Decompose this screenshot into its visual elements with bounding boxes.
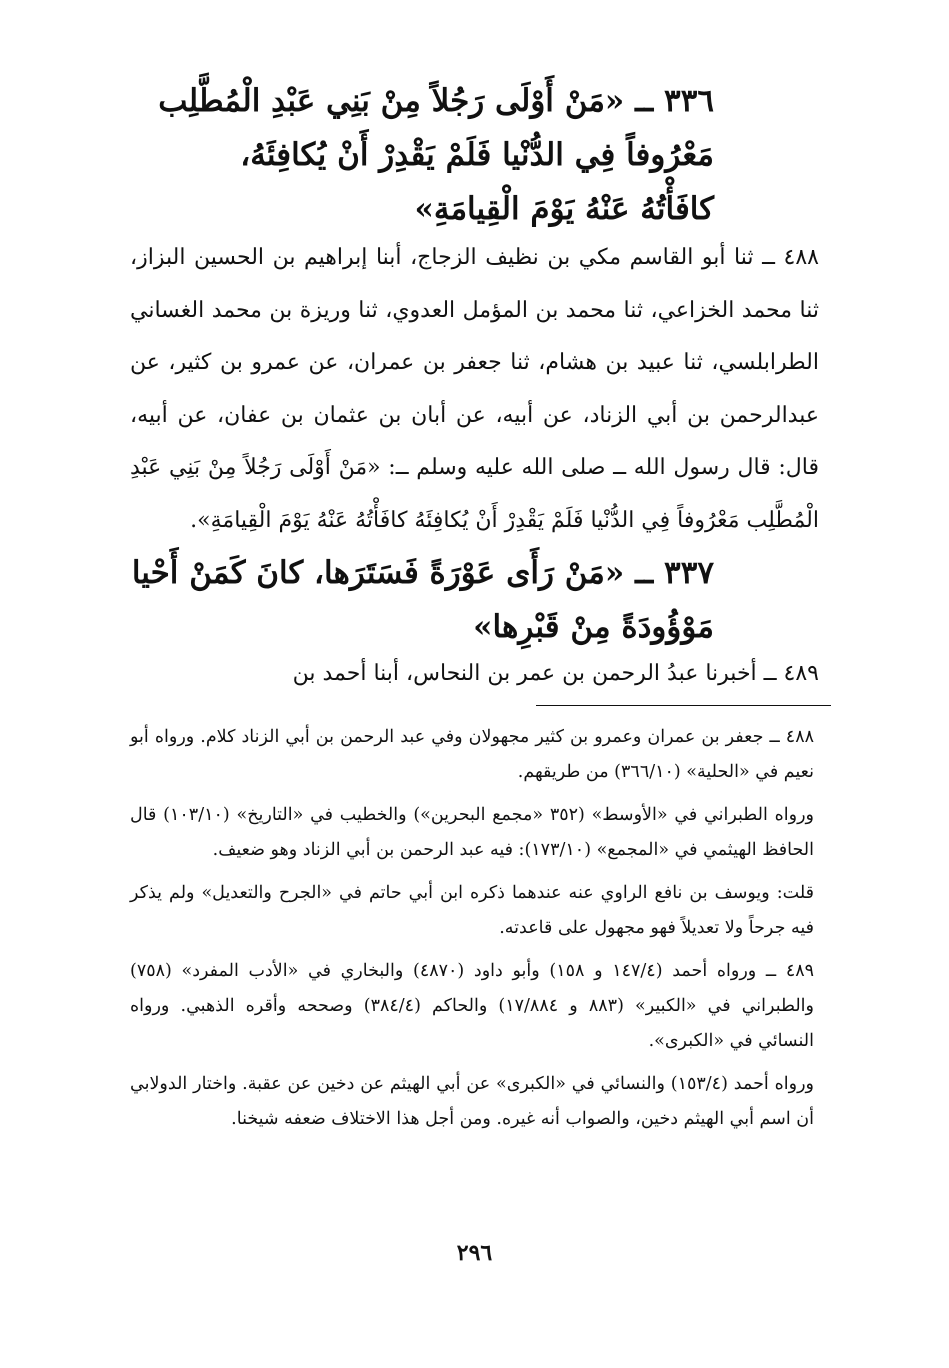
footnote-paragraph: ٤٨٨ ــ جعفر بن عمران وعمرو بن كثير مجهولان وفي عبد الرحمن بن أبي الزناد كلام. ورواه أبو نعيم في «الحلية» (٣٦٦/١٠) من طريقهم. — [130, 727, 814, 782]
footnote-paragraph: ورواه أحمد (١٥٣/٤) والنسائي في «الكبرى» عن أبي الهيثم عن دخين عن عقبة. واختار الدولابي أن اسم أبي الهيثم دخين، والصواب أنه غيره. ومن أجل هذا الاختلاف ضعفه شيخنا. — [130, 1074, 814, 1129]
heading-line: كافَأْتُهُ عَنْهُ يَوْمَ الْقِيامَةِ» — [414, 191, 714, 227]
narration-489: ٤٨٩ ــ أخبرنا عبدُ الرحمن بن عمر بن النحاس، أبنا أحمد بن — [292, 661, 819, 686]
heading-line: ٣٣٧ ــ «مَنْ رَأَى عَوْرَةً فَسَتَرَها، كانَ كَمَنْ أَحْيا — [131, 555, 714, 591]
footnote-divider — [536, 705, 831, 706]
hadith-heading-336 — [158, 74, 714, 236]
heading-line: مَعْرُوفاً فِي الدُّنْيا فَلَمْ يَقْدِرْ أَنْ يُكافِئَهُ، — [240, 137, 714, 173]
page-number: ٢٩٦ — [456, 1240, 493, 1266]
footnote-paragraph: ٤٨٩ ــ ورواه أحمد (١٤٧/٤ و ١٥٨) وأبو داود (٤٨٧٠) والبخاري في «الأدب المفرد» (٧٥٨) والطبراني في «الكبير» (٨٨٣ و ١٧/٨٨٤) والحاكم (٣٨٤/٤) وصححه وأقره الذهبي. ورواه النسائي في «الكبرى». — [130, 961, 815, 1051]
hadith-heading-337 — [131, 546, 714, 654]
narration-488: ٤٨٨ ــ ثنا أبو القاسم مكي بن نظيف الزجاج، أبنا إبراهيم بن الحسين البزاز، ثنا محمد الخزاعي، ثنا محمد بن المؤمل العدوي، ثنا وريزة بن محمد الغساني الطرابلسي، ثنا عبيد بن هشام، ثنا جعفر بن عمران، عن عمرو بن كثير، عن عبدالرحمن بن أبي الزناد، عن أبيه، عن أبان بن عثمان بن عفان، عن أبيه، قال: قال رسول الله ــ صلى الله عليه وسلم ــ: «مَنْ أَوْلَى رَجُلاً مِنْ بَنِي عَبْدِ الْمُطَّلِب مَعْرُوفاً فِي الدُّنْيا فَلَمْ يَقْدِرْ أَنْ يُكافِئَهُ كافَأْتُهُ عَنْهُ يَوْمَ الْقِيامَةِ». — [130, 245, 819, 533]
footnote-paragraph: ورواه الطبراني في «الأوسط» (٣٥٢ «مجمع البحرين») والخطيب في «التاريخ» (١٠٣/١٠) قال الحافظ الهيثمي في «المجمع» (١٧٣/١٠): فيه عبد الرحمن بن أبي الزناد وهو ضعيف. — [130, 805, 814, 860]
heading-line: مَوْؤُودَةً مِنْ قَبْرِها» — [473, 609, 714, 645]
heading-line: ٣٣٦ ــ «مَنْ أَوْلَى رَجُلاً مِنْ بَنِي عَبْدِ الْمُطَّلِب — [158, 83, 714, 119]
footnote-paragraph: قلت: ويوسف بن نافع الراوي عنه عندهما ذكره ابن أبي حاتم في «الجرح والتعديل» ولم يذكر فيه جرحاً ولا تعديلاً فهو مجهول على قاعدته. — [130, 883, 814, 938]
footnotes — [130, 720, 814, 1145]
